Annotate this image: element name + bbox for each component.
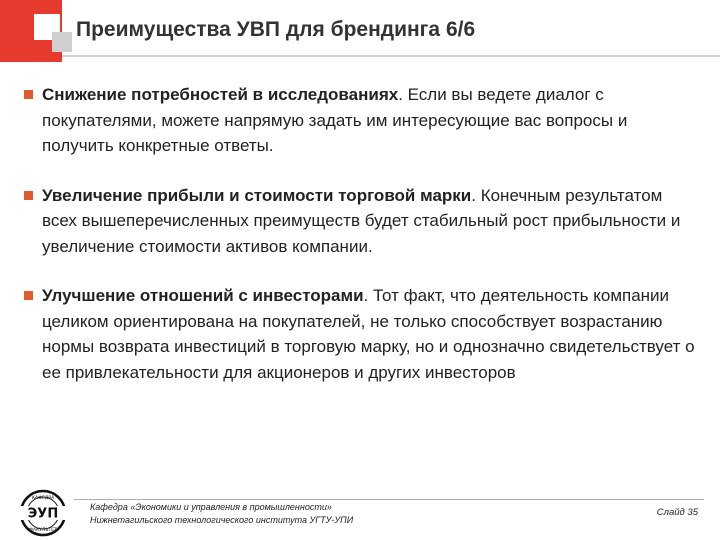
square-bullet-icon xyxy=(24,291,33,300)
header-divider xyxy=(62,55,720,57)
bullet-point-profit xyxy=(24,183,700,260)
bullet-list xyxy=(24,82,700,385)
bullet-point-investors xyxy=(24,283,700,385)
point-text: . Конечным результатом всех вышеперечисленных преимуществ будет стабильный рост прибыльности и увеличение стоимости активов компании. xyxy=(42,185,681,256)
bullet-point-research xyxy=(24,82,700,159)
department-logo xyxy=(10,488,76,538)
slide-number: Слайд 35 xyxy=(656,507,698,518)
logo-top-text: КАФЕДРА xyxy=(31,496,55,501)
logo-letters: ЭУП xyxy=(27,506,59,522)
footer-line-1: Кафедра «Экономики и управления в промышленности» xyxy=(90,502,332,512)
point-title: Улучшение отношений с инвесторами xyxy=(42,286,364,305)
point-title: Снижение потребностей в исследованиях xyxy=(42,85,399,104)
footer-line-2: Нижнетагильского технологического института УГТУ-УПИ xyxy=(90,515,354,525)
square-bullet-icon xyxy=(24,191,33,200)
logo-bottom-text: ФАКУЛЬТЕТ xyxy=(29,528,57,533)
header-grey-square xyxy=(52,32,72,52)
square-bullet-icon xyxy=(24,90,33,99)
footer-department xyxy=(90,501,353,527)
slide-title: Преимущества УВП для брендинга 6/6 xyxy=(76,18,476,41)
point-text: . Тот факт, что деятельность компании целиком ориентирована на покупателей, не только способствует возрастанию нормы возврата инвестиций в торговую марку, но и однозначно свидетельствует о ее привлекательности для акционеров и других инвесторов xyxy=(42,286,695,382)
point-text: . Если вы ведете диалог с покупателями, можете напрямую задать им интересующие вас вопросы и получить конкретные ответы. xyxy=(42,85,628,155)
point-title: Увеличение прибыли и стоимости торговой марки xyxy=(42,185,472,205)
footer-divider xyxy=(74,499,704,500)
